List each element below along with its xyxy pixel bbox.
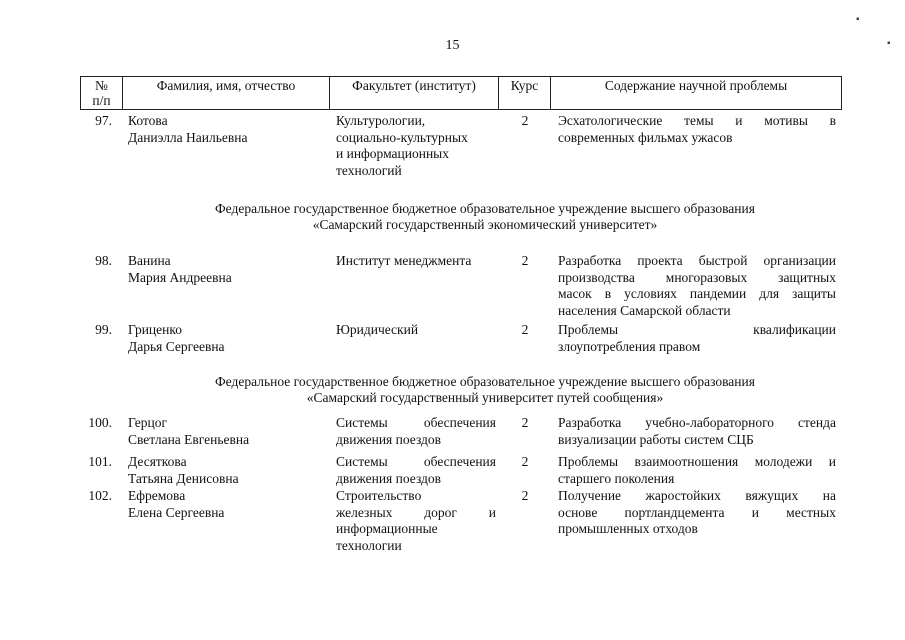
header-fio: Фамилия, имя, отчество — [123, 77, 330, 110]
organization-heading: Федеральное государственное бюджетное образовательное учреждение высшего образования «Самарский государственный университет путей сообщения» — [215, 374, 755, 405]
course: 2 — [521, 113, 529, 128]
course: 2 — [521, 322, 529, 337]
header-course: Курс — [499, 77, 551, 110]
student-name: Гриценко Дарья Сергеевна — [128, 322, 225, 354]
student-name: Ефремова Елена Сергеевна — [128, 488, 225, 520]
course: 2 — [521, 415, 529, 430]
research-topic: Разработка проекта быстрой организации производства многоразовых защитных масок в условиях пандемии для защиты населения Самарской области — [558, 253, 836, 318]
scan-mark: ▪ — [887, 38, 891, 49]
student-name: Котова Даниэлла Наильевна — [128, 113, 248, 145]
scan-mark: ▪ — [856, 14, 860, 25]
course: 2 — [521, 454, 529, 469]
table-header — [80, 76, 842, 110]
faculty: Юридический — [336, 322, 419, 337]
faculty: Системы обеспечения движения поездов — [336, 454, 496, 486]
row-number: 102. — [88, 488, 112, 503]
research-topic: Эсхатологические темы и мотивы в современных фильмах ужасов — [558, 113, 836, 145]
header-num: № п/п — [81, 77, 123, 110]
organization-heading: Федеральное государственное бюджетное образовательное учреждение высшего образования «Самарский государственный экономический университет» — [215, 201, 755, 232]
research-topic: Получение жаростойких вяжущих на основе портландцемента и местных промышленных отходов — [558, 488, 836, 536]
header-faculty: Факультет (институт) — [330, 77, 499, 110]
row-number: 100. — [88, 415, 112, 430]
course: 2 — [521, 253, 529, 268]
faculty: Строительство железных дорог и информационные технологии — [336, 488, 496, 553]
header-topic: Содержание научной проблемы — [551, 77, 842, 110]
faculty: Культурологии, социально-культурных и информационных технологий — [336, 113, 468, 178]
row-number: 98. — [95, 253, 112, 268]
row-number: 99. — [95, 322, 112, 337]
student-name: Ванина Мария Андреевна — [128, 253, 232, 285]
course: 2 — [521, 488, 529, 503]
research-topic: Проблемы квалификации злоупотребления правом — [558, 322, 836, 354]
faculty: Институт менеджмента — [336, 253, 472, 268]
row-number: 101. — [88, 454, 112, 469]
row-number: 97. — [95, 113, 112, 128]
page-number: 15 — [445, 38, 460, 53]
student-name: Герцог Светлана Евгеньевна — [128, 415, 250, 447]
student-name: Десяткова Татьяна Денисовна — [128, 454, 239, 486]
research-topic: Разработка учебно-лабораторного стенда визуализации работы систем СЦБ — [558, 415, 836, 447]
faculty: Системы обеспечения движения поездов — [336, 415, 496, 447]
research-topic: Проблемы взаимоотношения молодежи и старшего поколения — [558, 454, 836, 486]
